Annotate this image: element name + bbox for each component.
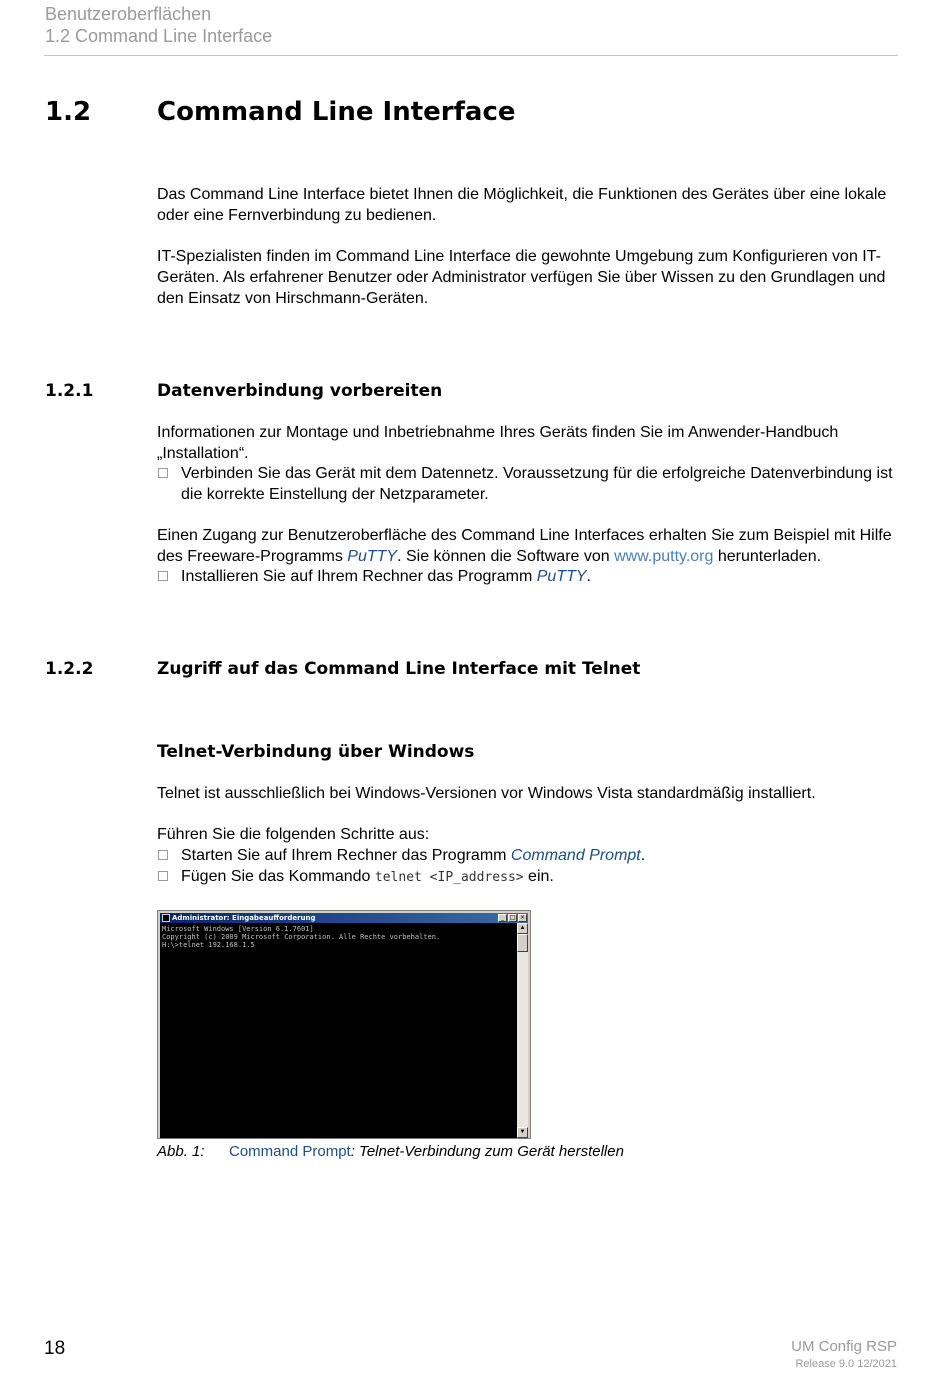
access-text-b: . Sie können die Software von: [397, 548, 615, 565]
console-scrollbar: [517, 923, 528, 1138]
step-enter-text-a: Fügen Sie das Kommando: [181, 868, 375, 885]
section-paragraph-2: IT-Spezialisten finden im Command Line Interface die gewohnte Umgebung zum Konfigurieren von IT-Geräten. Als erfahrener Benutzer oder Administrator verfügen Sie über Wissen zu den Grundlagen und den Einsatz von Hirschmann-Geräten.: [157, 248, 886, 307]
step-enter-text-b: ein.: [523, 868, 554, 885]
step-start-command-prompt: [157, 845, 902, 866]
step-install-putty: [157, 566, 902, 587]
telnet-paragraph: Telnet ist ausschließlich bei Windows-Versionen vor Windows Vista standardmäßig installiert.: [157, 785, 816, 802]
checkbox-icon: [158, 871, 168, 881]
console-output: [160, 923, 518, 1138]
figure-caption: [157, 1142, 624, 1162]
checkbox-icon: [158, 468, 168, 478]
subsection-1-intro: Informationen zur Montage und Inbetriebnahme Ihres Geräts finden Sie im Anwender-Handbuch „Installation“.: [157, 424, 839, 462]
section-paragraph-1: Das Command Line Interface bietet Ihnen die Möglichkeit, die Funktionen des Gerätes über eine lokale oder eine Fernverbindung zu bedienen.: [157, 186, 887, 224]
subsection-2-title: Zugriff auf das Command Line Interface mit Telnet: [157, 659, 641, 679]
caption-text: : Telnet-Verbindung zum Gerät herstellen: [350, 1143, 624, 1160]
running-header-section: 1.2 Command Line Interface: [45, 26, 273, 46]
subsection-1-number: 1.2.1: [45, 381, 94, 401]
figure-label: Abb. 1:: [157, 1143, 205, 1160]
checkbox-icon: [158, 850, 168, 860]
telnet-command-code: telnet <IP_address>: [374, 870, 524, 885]
steps-intro: Führen Sie die folgenden Schritte aus:: [157, 826, 430, 843]
close-icon: ×: [519, 914, 526, 921]
header-divider: [44, 55, 898, 56]
step-enter-command: [157, 866, 902, 888]
checkbox-icon: [158, 571, 168, 581]
command-prompt-reference: Command Prompt: [510, 847, 641, 864]
step-connect-device: [157, 463, 902, 505]
window-title: Administrator: Eingabeaufforderung: [172, 914, 316, 922]
access-text-a: Einen Zugang zur Benutzeroberfläche des Command Line Interfaces erhalten Sie zum Beispiel mit Hilfe des Freeware-Programms: [157, 527, 892, 565]
minimize-icon: _: [498, 914, 507, 922]
window-controls: [498, 914, 527, 922]
console-line: Microsoft Windows [Version 6.1.7601]: [162, 925, 314, 933]
subsection-1-title: Datenverbindung vorbereiten: [157, 381, 443, 401]
putty-reference: PuTTY: [347, 548, 398, 565]
scroll-up-icon: ▲: [517, 923, 528, 934]
section-title: Command Line Interface: [157, 97, 516, 127]
release-info: Release 9.0 12/2021: [795, 1358, 897, 1370]
running-header-chapter: Benutzeroberflächen: [45, 4, 212, 24]
putty-link[interactable]: www.putty.org: [614, 548, 714, 565]
subsection-2-number: 1.2.2: [45, 659, 94, 679]
access-text-c: herunterladen.: [713, 548, 822, 565]
putty-reference: PuTTY: [536, 568, 587, 585]
scroll-down-icon: ▼: [517, 1127, 528, 1138]
console-line: H:\>telnet 192.168.1.5: [162, 941, 255, 949]
maximize-icon: □: [509, 914, 516, 921]
page-number: 18: [44, 1338, 66, 1359]
subsubsection-title: Telnet-Verbindung über Windows: [157, 742, 475, 762]
step-connect-text: Verbinden Sie das Gerät mit dem Datennetz. Voraussetzung für die erfolgreiche Datenverbindung ist die korrekte Einstellung der Netzparameter.: [181, 465, 893, 503]
command-prompt-screenshot: [157, 910, 531, 1139]
section-number: 1.2: [45, 97, 92, 127]
step-install-text-b: .: [586, 568, 591, 585]
console-window-icon: [162, 914, 170, 922]
window-titlebar: [160, 913, 528, 923]
console-line: Copyright (c) 2009 Microsoft Corporation. Alle Rechte vorbehalten.: [162, 933, 441, 941]
command-prompt-reference: Command Prompt: [229, 1143, 351, 1160]
scroll-thumb: [517, 934, 528, 952]
document-title: UM Config RSP: [791, 1338, 897, 1355]
step-install-text-a: Installieren Sie auf Ihrem Rechner das Programm: [181, 568, 537, 585]
subsection-1-access-paragraph: [157, 525, 902, 567]
step-start-text-b: .: [640, 847, 646, 864]
step-start-text-a: Starten Sie auf Ihrem Rechner das Programm: [181, 847, 511, 864]
